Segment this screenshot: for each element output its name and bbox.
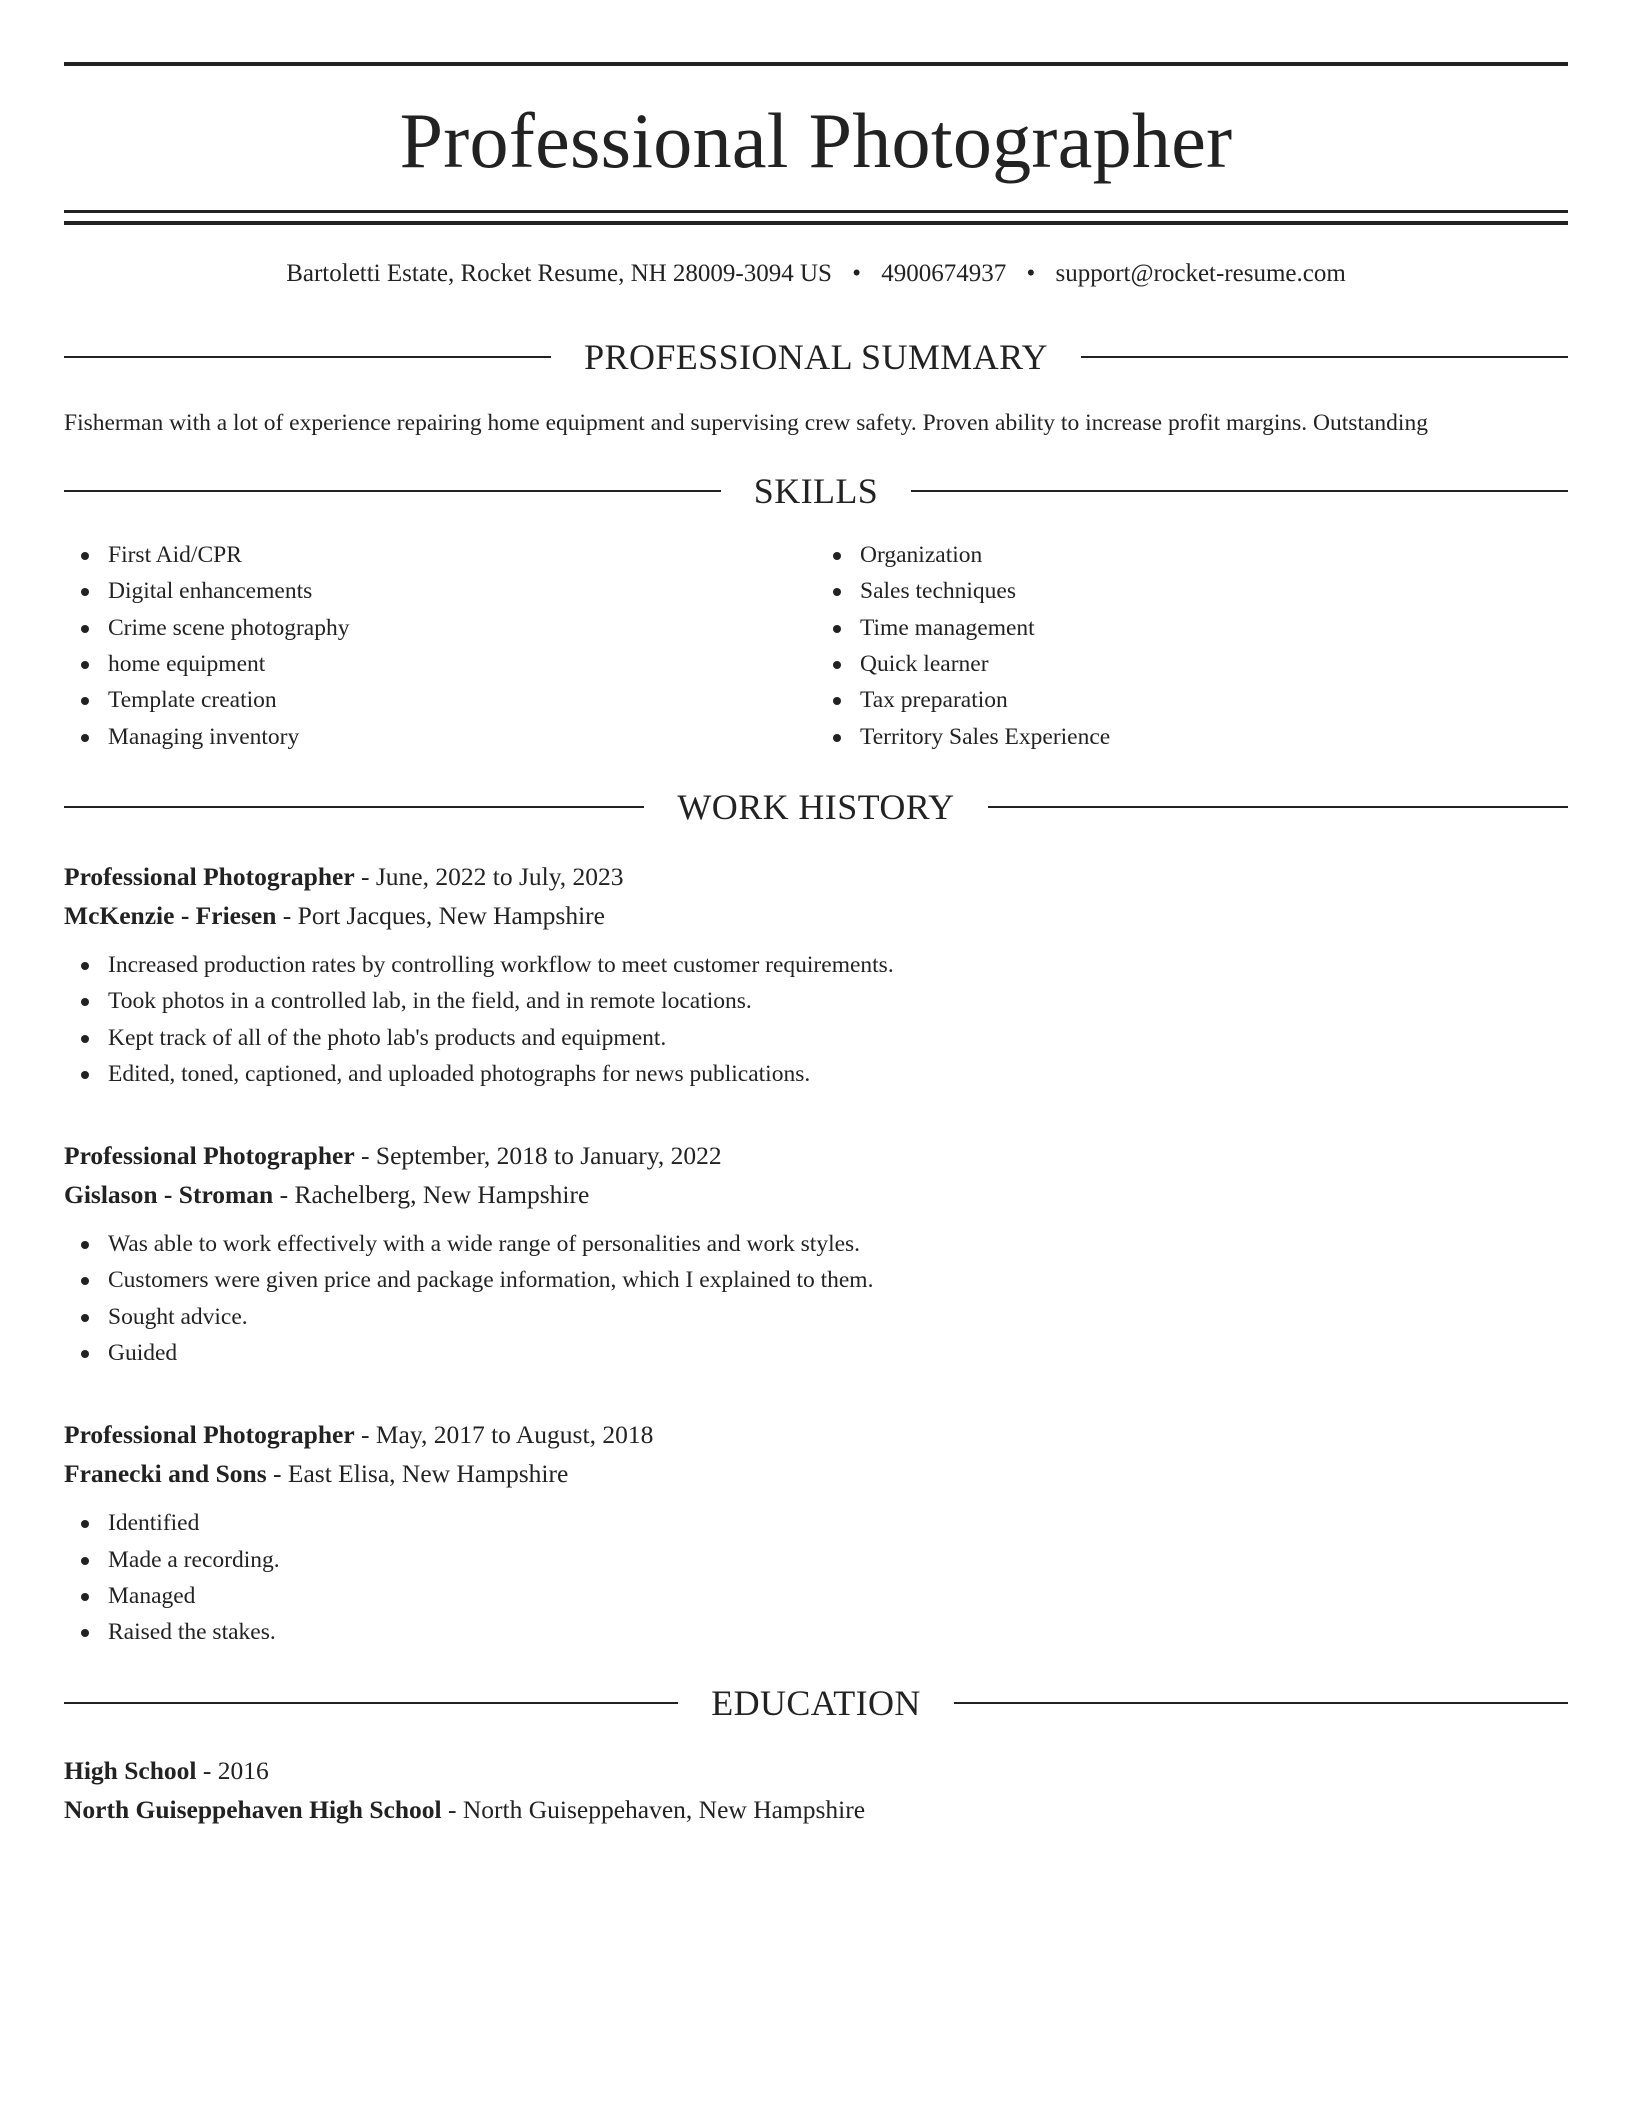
job-duties-list [64, 947, 1568, 1092]
job-company: McKenzie - Friesen [64, 900, 277, 930]
summary-section-heading [64, 339, 1568, 375]
heading-rule-left [64, 806, 644, 808]
job-duties-list [64, 1505, 1568, 1650]
education-heading-label: EDUCATION [711, 1682, 921, 1723]
job-title: Professional Photographer [64, 1420, 355, 1450]
duty-item: Raised the stakes. [108, 1614, 1568, 1650]
resume-title: Professional Photographer [399, 97, 1233, 184]
job-company: Gislason - Stroman [64, 1180, 274, 1210]
job-dates: - May, 2017 to August, 2018 [354, 1420, 654, 1450]
top-rule [64, 62, 1568, 66]
education-school: North Guiseppehaven High School [64, 1794, 442, 1824]
duty-item: Took photos in a controlled lab, in the field, and in remote locations. [108, 983, 1568, 1019]
job-title: Professional Photographer [64, 861, 355, 891]
education-entry [64, 1751, 1568, 1829]
skills-grid [64, 537, 1568, 755]
skills-heading-label: SKILLS [753, 471, 879, 512]
skills-list-right [816, 537, 1568, 755]
work-section-heading [64, 786, 1568, 827]
skills-list-left [64, 537, 816, 755]
skills-section-heading [64, 471, 1568, 512]
summary-heading-label: PROFESSIONAL SUMMARY [584, 337, 1048, 377]
job-title: Professional Photographer [64, 1141, 355, 1171]
heading-rule-left [64, 1702, 678, 1704]
duty-item: Made a recording. [108, 1542, 1568, 1578]
job-title-line [64, 1136, 1568, 1175]
job-location: - Port Jacques, New Hampshire [276, 900, 605, 930]
skill-item: Organization [860, 537, 1568, 573]
job-company-line [64, 896, 1568, 935]
education-year: - 2016 [196, 1755, 269, 1785]
heading-rule-left [64, 356, 551, 358]
contact-email[interactable]: support@rocket-resume.com [1055, 260, 1346, 287]
skill-item: First Aid/CPR [108, 537, 816, 573]
job-title-line [64, 857, 1568, 896]
job-entry [64, 857, 1568, 1092]
duty-item: Was able to work effectively with a wide range of personalities and work styles. [108, 1226, 1568, 1262]
heading-rule-right [954, 1702, 1568, 1704]
title-double-rule [64, 210, 1568, 225]
contact-separator: • [852, 260, 861, 287]
duty-item: Guided [108, 1335, 1568, 1371]
job-entry [64, 1136, 1568, 1371]
job-company-line [64, 1175, 1568, 1214]
job-title-line [64, 1415, 1568, 1454]
job-location: - Rachelberg, New Hampshire [273, 1180, 590, 1210]
job-entry [64, 1415, 1568, 1650]
skill-item: Territory Sales Experience [860, 719, 1568, 755]
education-degree-line [64, 1751, 1568, 1790]
duty-item: Customers were given price and package information, which I explained to them. [108, 1262, 1568, 1298]
skill-item: Time management [860, 610, 1568, 646]
skill-item: Sales techniques [860, 573, 1568, 609]
heading-rule-left [64, 490, 721, 492]
skill-item: Crime scene photography [108, 610, 816, 646]
duty-item: Sought advice. [108, 1299, 1568, 1335]
education-school-line [64, 1790, 1568, 1829]
resume-page [64, 62, 1568, 1829]
contact-address: Bartoletti Estate, Rocket Resume, NH 28009-3094 US [286, 260, 832, 287]
duty-item: Identified [108, 1505, 1568, 1541]
job-dates: - June, 2022 to July, 2023 [354, 861, 624, 891]
job-duties-list [64, 1226, 1568, 1371]
job-company-line [64, 1454, 1568, 1493]
skill-item: Managing inventory [108, 719, 816, 755]
skill-item: Template creation [108, 682, 816, 718]
skill-item: Digital enhancements [108, 573, 816, 609]
education-section-heading [64, 1682, 1568, 1723]
contact-line [64, 259, 1568, 289]
summary-text: Fisherman with a lot of experience repairing home equipment and supervising crew safety. Proven ability to increase profit margins. Outstanding [64, 410, 1428, 436]
contact-phone: 4900674937 [881, 260, 1007, 287]
skill-item: Quick learner [860, 646, 1568, 682]
job-company: Franecki and Sons [64, 1459, 267, 1489]
duty-item: Edited, toned, captioned, and uploaded photographs for news publications. [108, 1056, 1568, 1092]
job-location: - East Elisa, New Hampshire [266, 1459, 569, 1489]
duty-item: Increased production rates by controlling workflow to meet customer requirements. [108, 947, 1568, 983]
duty-item: Managed [108, 1578, 1568, 1614]
heading-rule-right [988, 806, 1568, 808]
heading-rule-right [1081, 356, 1568, 358]
contact-separator: • [1026, 260, 1036, 287]
job-dates: - September, 2018 to January, 2022 [354, 1141, 722, 1171]
duty-item: Kept track of all of the photo lab's products and equipment. [108, 1020, 1568, 1056]
heading-rule-right [911, 490, 1568, 492]
education-degree: High School [64, 1755, 197, 1785]
skill-item: Tax preparation [860, 682, 1568, 718]
skill-item: home equipment [108, 646, 816, 682]
work-heading-label: WORK HISTORY [677, 786, 955, 827]
education-location: - North Guiseppehaven, New Hampshire [441, 1794, 866, 1824]
